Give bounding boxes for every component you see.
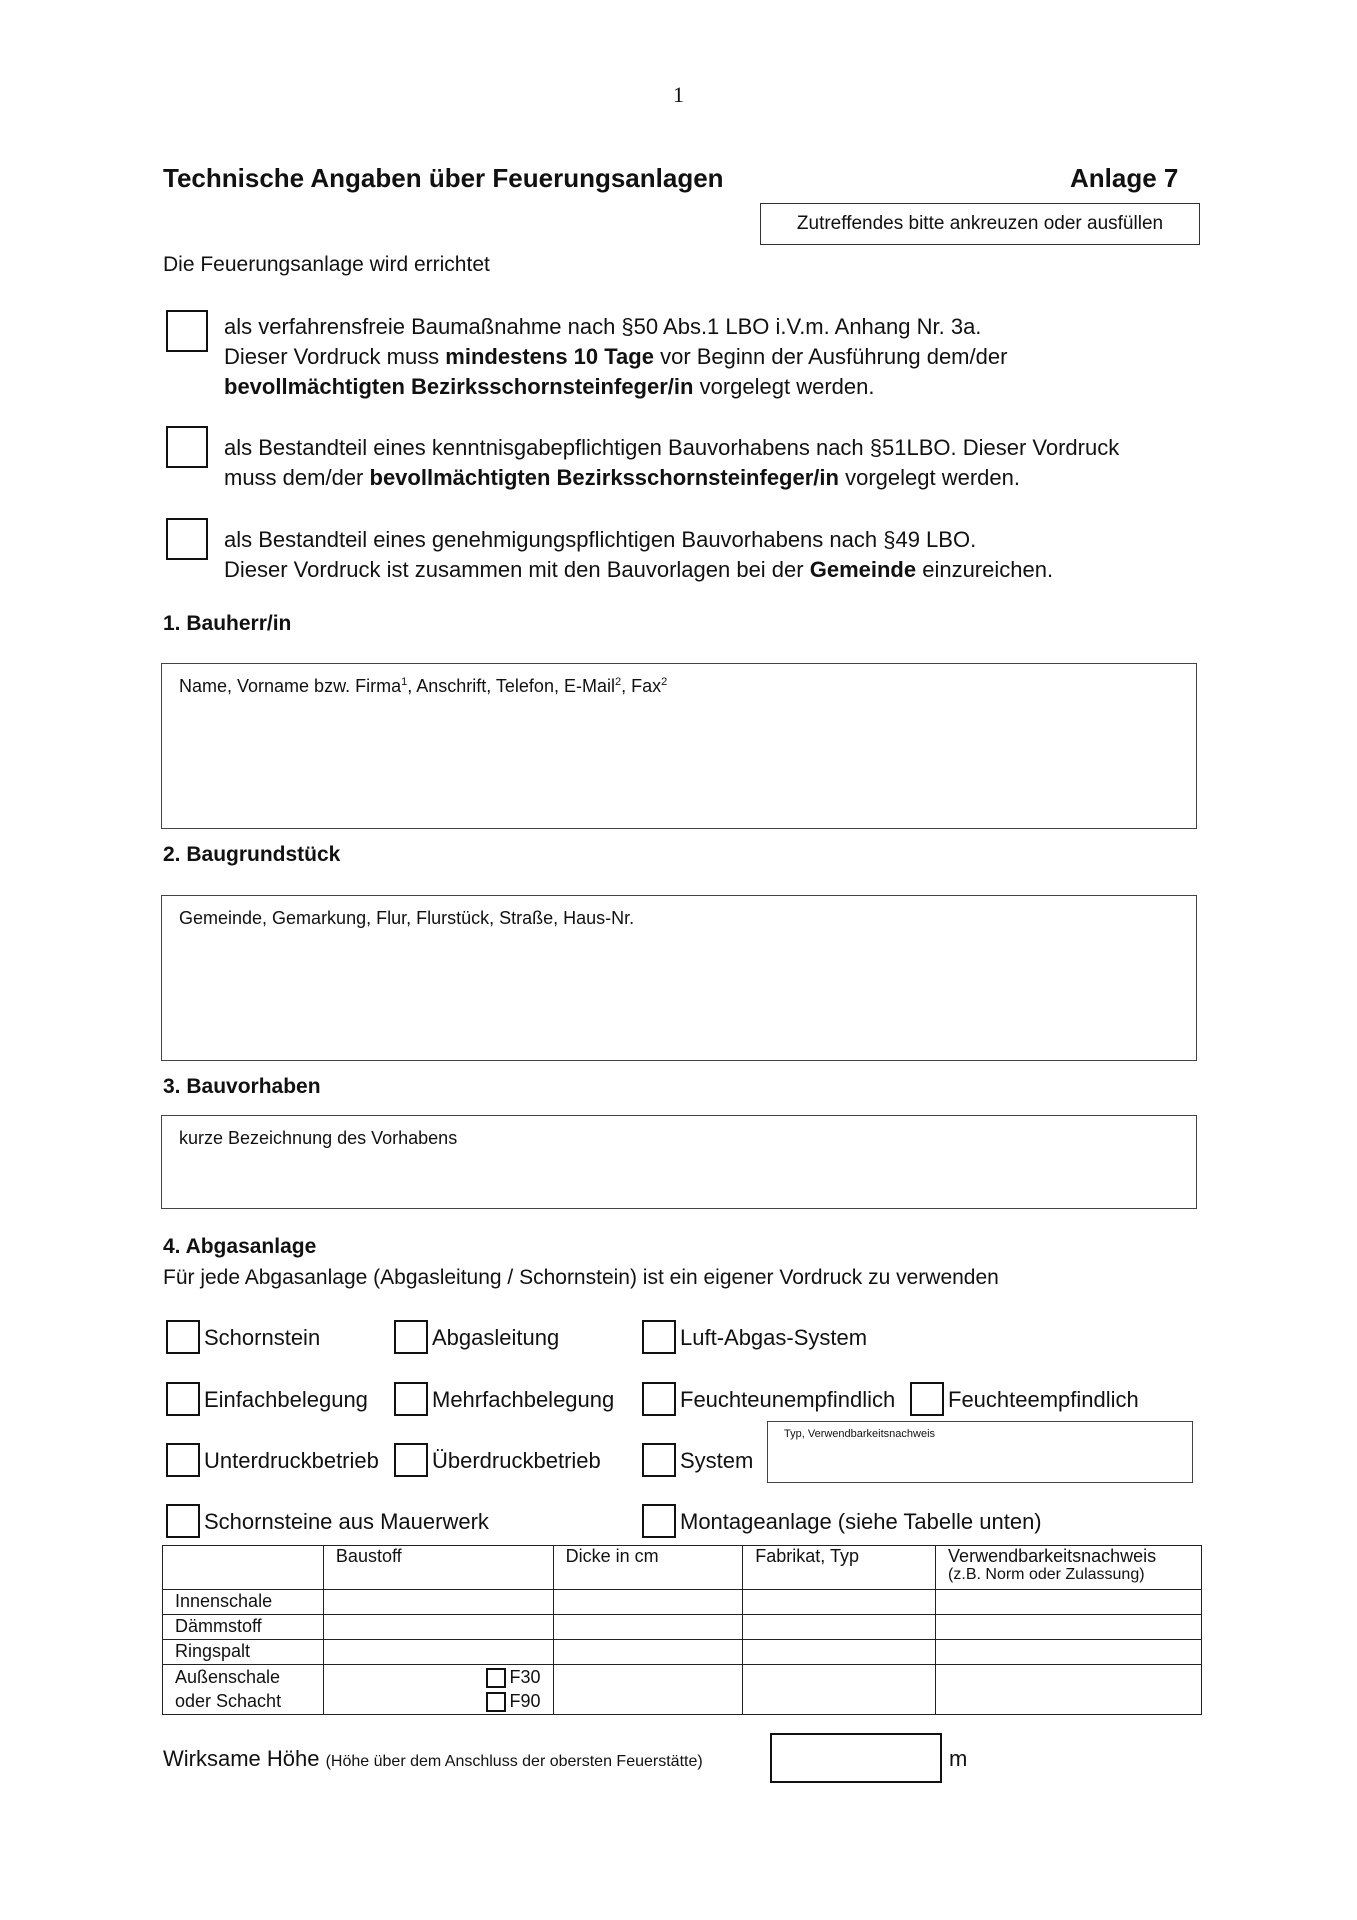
height-note: (Höhe über dem Anschluss der obersten Feuerstätte): [325, 1753, 703, 1770]
f30-checkbox[interactable]: [486, 1668, 506, 1688]
table-header-baustoff: Baustoff: [323, 1546, 553, 1590]
table-header-fabrikat: Fabrikat, Typ: [743, 1546, 936, 1590]
table-cell[interactable]: [323, 1615, 553, 1640]
table-header-note: (z.B. Norm oder Zulassung): [948, 1566, 1145, 1583]
ueberdruckbetrieb-checkbox[interactable]: [394, 1443, 428, 1477]
vorhaben-field[interactable]: [161, 1115, 1197, 1209]
bauherr-field-label: Name, Vorname bzw. Firma$^1$, Anschrift, Telefon, E-Mail$^2$, Fax$^2$: [179, 676, 668, 696]
table-cell[interactable]: [743, 1590, 936, 1615]
einfachbelegung-label: Einfachbelegung: [204, 1387, 368, 1412]
row-label-ringspalt: Ringspalt: [163, 1640, 324, 1665]
vorhaben-field-label: kurze Bezeichnung des Vorhabens: [179, 1128, 458, 1148]
feuchteempfindlich-checkbox[interactable]: [910, 1382, 944, 1416]
table-cell[interactable]: [936, 1665, 1202, 1715]
table-row: [163, 1615, 1202, 1640]
abgasleitung-checkbox[interactable]: [394, 1320, 428, 1354]
section-vorhaben-heading: 3. Bauvorhaben: [163, 1075, 321, 1098]
option-kenntnisgabe-checkbox[interactable]: [166, 426, 208, 468]
unterdruckbetrieb-label: Unterdruckbetrieb: [204, 1448, 379, 1473]
row-label-aussenschale: Außenschale oder Schacht: [163, 1665, 324, 1715]
montageanlage-checkbox[interactable]: [642, 1504, 676, 1538]
table-cell[interactable]: [936, 1590, 1202, 1615]
luft-abgas-checkbox[interactable]: [642, 1320, 676, 1354]
height-input[interactable]: [770, 1733, 942, 1783]
feuchteempfindlich-label: Feuchteempfindlich: [948, 1387, 1139, 1412]
option-line: als verfahrensfreie Baumaßnahme nach §50 Abs.1 LBO i.V.m. Anhang Nr. 3a.: [224, 314, 982, 339]
table-header-empty: [163, 1546, 324, 1590]
annex-label: Anlage 7: [1070, 163, 1179, 193]
hint-text: Zutreffendes bitte ankreuzen oder ausfüllen: [796, 213, 1164, 234]
table-cell[interactable]: [743, 1665, 936, 1715]
abgasleitung-label: Abgasleitung: [432, 1325, 560, 1350]
option-line: als Bestandteil eines kenntnisgabepflichtigen Bauvorhabens nach §51LBO. Dieser Vordruck: [224, 435, 1120, 460]
einfachbelegung-checkbox[interactable]: [166, 1382, 200, 1416]
feuchteunempfindlich-checkbox[interactable]: [642, 1382, 676, 1416]
mehrfachbelegung-label: Mehrfachbelegung: [432, 1387, 615, 1412]
ueberdruckbetrieb-label: Überdruckbetrieb: [432, 1448, 601, 1473]
section-grundstueck-heading: 2. Baugrundstück: [163, 843, 341, 866]
mehrfachbelegung-checkbox[interactable]: [394, 1382, 428, 1416]
page-number: 1: [673, 82, 684, 107]
page-title: Technische Angaben über Feuerungsanlagen: [163, 163, 724, 193]
table-header-dicke: Dicke in cm: [553, 1546, 743, 1590]
option-genehmigung-text: [224, 525, 1053, 585]
table-cell[interactable]: [743, 1615, 936, 1640]
option-line: Dieser Vordruck muss mindestens 10 Tage vor Beginn der Ausführung dem/der: [224, 344, 1008, 369]
table-cell[interactable]: [936, 1640, 1202, 1665]
montageanlage-label: Montageanlage (siehe Tabelle unten): [680, 1509, 1042, 1534]
f30-label: F30: [509, 1667, 541, 1687]
table-cell[interactable]: [553, 1665, 743, 1715]
option-kenntnisgabe-text: [224, 433, 1119, 493]
material-table: [162, 1545, 1202, 1715]
luft-abgas-label: Luft-Abgas-System: [680, 1325, 868, 1350]
height-label: Wirksame Höhe (Höhe über dem Anschluss der obersten Feuerstätte): [163, 1746, 703, 1771]
table-cell[interactable]: [743, 1640, 936, 1665]
table-cell-fire-rating: [323, 1665, 553, 1715]
system-label: System: [680, 1448, 754, 1473]
option-line: bevollmächtigten Bezirksschornsteinfeger/in vorgelegt werden.: [224, 374, 875, 399]
row-label-daemmstoff: Dämmstoff: [163, 1615, 324, 1640]
f90-label: F90: [509, 1691, 541, 1711]
grundstueck-field[interactable]: [161, 895, 1197, 1061]
system-checkbox[interactable]: [642, 1443, 676, 1477]
row-label-innenschale: Innenschale: [163, 1590, 324, 1615]
table-cell[interactable]: [553, 1640, 743, 1665]
option-verfahrensfrei-checkbox[interactable]: [166, 310, 208, 352]
table-cell[interactable]: [553, 1615, 743, 1640]
table-cell[interactable]: [553, 1590, 743, 1615]
table-cell[interactable]: [323, 1640, 553, 1665]
option-line: muss dem/der bevollmächtigten Bezirksschornsteinfeger/in vorgelegt werden.: [224, 465, 1020, 490]
mauerwerk-checkbox[interactable]: [166, 1504, 200, 1538]
mauerwerk-label: Schornsteine aus Mauerwerk: [204, 1509, 489, 1534]
grundstueck-field-label: Gemeinde, Gemarkung, Flur, Flurstück, Straße, Haus-Nr.: [179, 908, 635, 928]
section-bauherr-heading: 1. Bauherr/in: [163, 612, 292, 635]
schornstein-checkbox[interactable]: [166, 1320, 200, 1354]
option-line: Dieser Vordruck ist zusammen mit den Bauvorlagen bei der Gemeinde einzureichen.: [224, 557, 1054, 582]
option-genehmigung-checkbox[interactable]: [166, 518, 208, 560]
bauherr-field[interactable]: [161, 663, 1197, 829]
table-row: [163, 1640, 1202, 1665]
hint-box: [760, 203, 1200, 245]
section-abgas-heading: 4. Abgasanlage: [163, 1235, 317, 1258]
feuchteunempfindlich-label: Feuchteunempfindlich: [680, 1387, 896, 1412]
unterdruckbetrieb-checkbox[interactable]: [166, 1443, 200, 1477]
system-type-field[interactable]: [767, 1421, 1193, 1483]
table-header-nachweis: Verwendbarkeitsnachweis (z.B. Norm oder Zulassung): [936, 1546, 1202, 1590]
table-row: [163, 1590, 1202, 1615]
section-abgas-subtitle: Für jede Abgasanlage (Abgasleitung / Schornstein) ist ein eigener Vordruck zu verwenden: [163, 1266, 999, 1289]
option-line: als Bestandteil eines genehmigungspflichtigen Bauvorhabens nach §49 LBO.: [224, 527, 977, 552]
system-type-label: Typ, Verwendbarkeitsnachweis: [784, 1428, 936, 1440]
intro-text: Die Feuerungsanlage wird errichtet: [163, 253, 490, 276]
height-unit: m: [949, 1746, 968, 1771]
table-cell[interactable]: [323, 1590, 553, 1615]
option-verfahrensfrei-text: [224, 312, 1007, 402]
table-header-row: [163, 1546, 1202, 1590]
schornstein-label: Schornstein: [204, 1325, 321, 1350]
table-row: [163, 1665, 1202, 1715]
f90-checkbox[interactable]: [486, 1692, 506, 1712]
table-cell[interactable]: [936, 1615, 1202, 1640]
